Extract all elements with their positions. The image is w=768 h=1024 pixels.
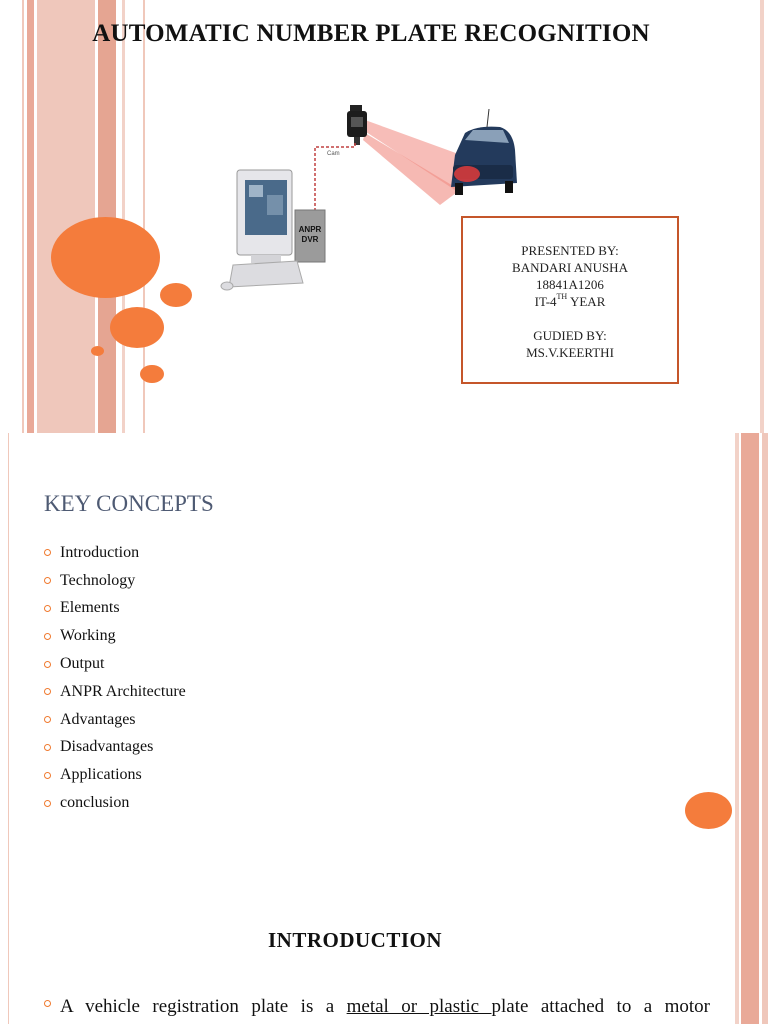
list-item-label: Technology bbox=[60, 571, 136, 589]
deco-circle bbox=[91, 346, 104, 356]
deco-stripe bbox=[27, 0, 34, 433]
list-item-label: Elements bbox=[60, 599, 120, 617]
presenter-roll: 18841A1206 bbox=[536, 277, 604, 292]
list-item-label: Output bbox=[60, 655, 105, 673]
slide-title-text: AUTOMATIC NUMBER PLATE RECOGNITION bbox=[92, 20, 650, 47]
deco-circle bbox=[51, 217, 160, 298]
bullet-icon bbox=[44, 716, 51, 723]
list-item bbox=[44, 595, 186, 623]
deco-stripe bbox=[741, 433, 759, 866]
car-icon bbox=[451, 109, 517, 195]
list-item bbox=[44, 734, 186, 762]
deco-stripe bbox=[735, 433, 739, 866]
list-item bbox=[44, 539, 186, 567]
introduction-heading: INTRODUCTION bbox=[267, 928, 443, 952]
deco-circle bbox=[140, 365, 164, 383]
deco-stripe bbox=[37, 0, 95, 433]
slide-introduction bbox=[0, 866, 768, 1024]
deco-circle bbox=[110, 307, 164, 348]
deco-stripe bbox=[762, 866, 768, 1024]
deco-stripe bbox=[22, 0, 24, 433]
bullet-icon bbox=[44, 577, 51, 584]
bullet-icon bbox=[44, 549, 51, 556]
mouse-icon bbox=[221, 282, 233, 290]
deco-stripe bbox=[741, 866, 759, 1024]
key-concepts-heading: KEY CONCEPTS bbox=[44, 491, 214, 516]
year-suffix: YEAR bbox=[567, 294, 606, 309]
presenter-year bbox=[463, 293, 677, 310]
monitor-icon bbox=[237, 170, 292, 263]
deco-stripe bbox=[762, 433, 768, 866]
intro-text-part: plate attached to a motor bbox=[491, 996, 710, 1017]
intro-text-part: A vehicle registration plate is a bbox=[60, 996, 347, 1017]
deco-circle bbox=[685, 792, 732, 829]
bullet-icon bbox=[44, 688, 51, 695]
bullet-icon bbox=[44, 1000, 51, 1007]
introduction-text bbox=[60, 996, 710, 1018]
camera-label: Cam bbox=[327, 151, 340, 157]
bullet-icon bbox=[44, 605, 51, 612]
list-item-label: conclusion bbox=[60, 794, 130, 812]
year-prefix: IT-4 bbox=[534, 294, 557, 309]
list-item bbox=[44, 567, 186, 595]
presenter-name: BANDARI ANUSHA bbox=[512, 260, 628, 275]
deco-stripe bbox=[122, 0, 125, 433]
slide-key-concepts bbox=[0, 433, 768, 866]
list-item-label: Applications bbox=[60, 766, 142, 784]
bullet-icon bbox=[44, 772, 51, 779]
guided-by-label: GUDIED BY: bbox=[533, 328, 607, 343]
list-item-label: ANPR Architecture bbox=[60, 682, 186, 700]
list-item bbox=[44, 678, 186, 706]
list-item bbox=[44, 789, 186, 817]
list-item bbox=[44, 761, 186, 789]
dvr-label-1: ANPR bbox=[298, 225, 322, 234]
list-item-label: Disadvantages bbox=[60, 738, 154, 756]
presented-by-label: PRESENTED BY: bbox=[521, 243, 619, 258]
intro-text-underlined: metal or plastic bbox=[346, 996, 492, 1017]
key-concepts-list bbox=[44, 539, 186, 817]
bullet-icon bbox=[44, 633, 51, 640]
list-item bbox=[44, 622, 186, 650]
guide-name: MS.V.KEERTHI bbox=[526, 345, 614, 360]
deco-stripe bbox=[735, 866, 739, 1024]
list-item-label: Introduction bbox=[60, 543, 140, 561]
list-item bbox=[44, 706, 186, 734]
bullet-icon bbox=[44, 744, 51, 751]
list-item-label: Advantages bbox=[60, 710, 136, 728]
dvr-label-2: DVR bbox=[301, 235, 319, 244]
deco-circle bbox=[160, 283, 192, 307]
presenter-box bbox=[461, 216, 679, 384]
keyboard-icon bbox=[229, 261, 303, 287]
list-item bbox=[44, 650, 186, 678]
deco-stripe bbox=[8, 433, 9, 866]
bullet-icon bbox=[44, 661, 51, 668]
deco-stripe bbox=[760, 0, 764, 433]
year-superscript: TH bbox=[556, 292, 568, 301]
bullet-icon bbox=[44, 800, 51, 807]
introduction-paragraph bbox=[44, 996, 710, 1018]
slide-title bbox=[0, 0, 768, 433]
list-item-label: Working bbox=[60, 627, 116, 645]
dvr-icon bbox=[295, 210, 325, 262]
